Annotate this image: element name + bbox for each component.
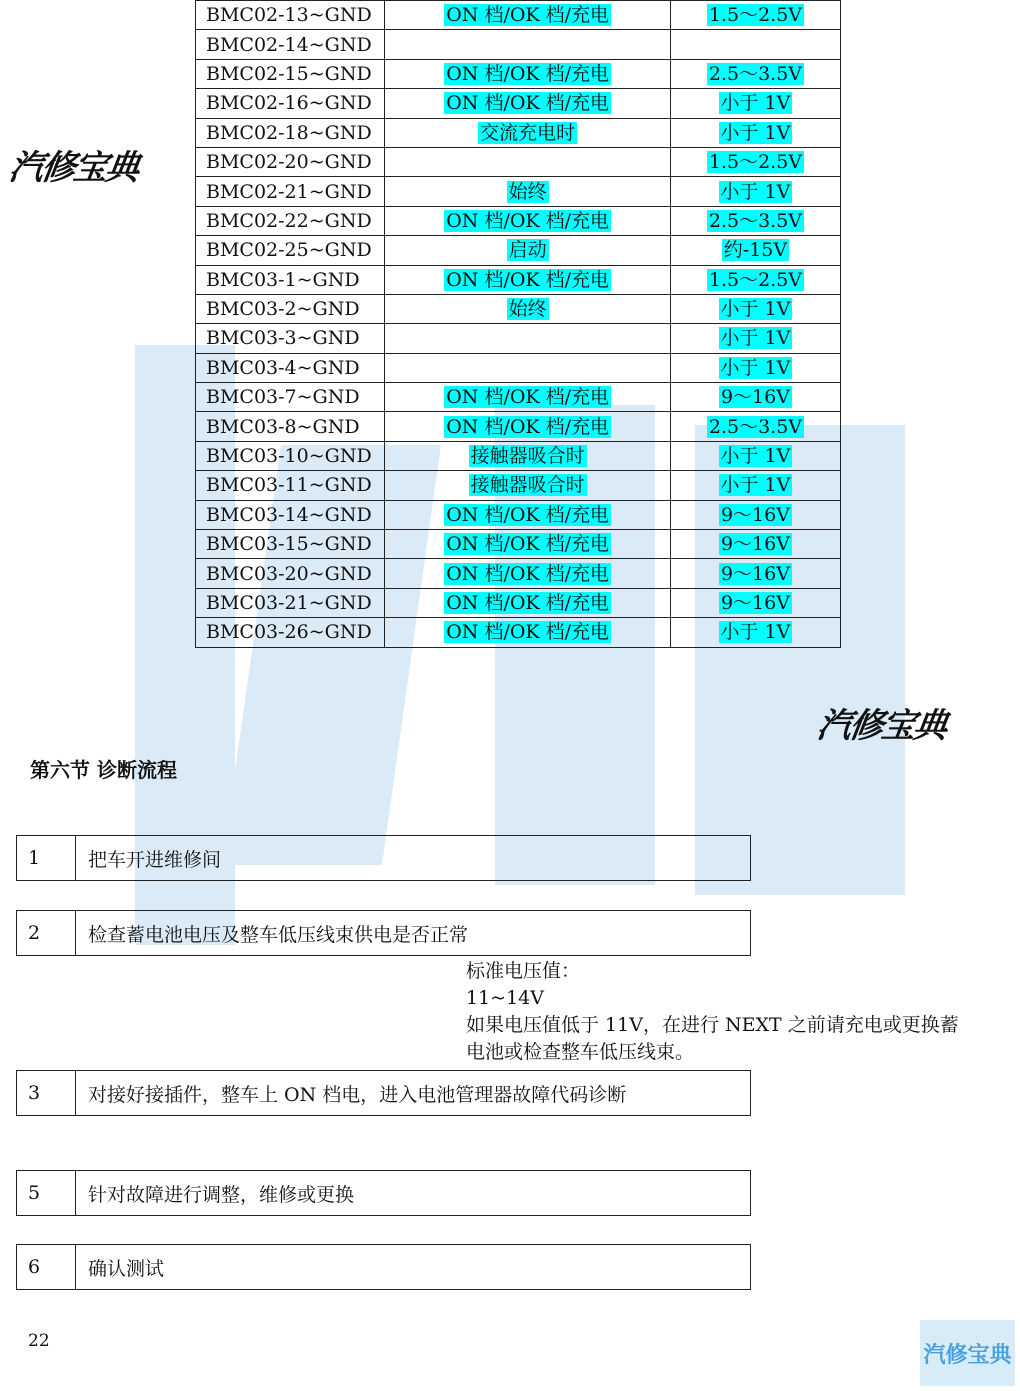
pin-cell-text: BMC02-16~GND	[206, 92, 372, 115]
condition-cell	[385, 236, 671, 265]
step-box	[16, 1070, 751, 1116]
pin-cell	[196, 353, 385, 382]
condition-cell-text: 接触器吸合时	[470, 474, 585, 497]
condition-cell-text: ON 档/OK 档/充电	[446, 503, 610, 526]
table-row	[196, 1, 841, 30]
voltage-cell-text: 9～16V	[720, 386, 790, 409]
condition-cell-text: ON 档/OK 档/充电	[446, 533, 610, 556]
voltage-cell-text: 2.5～3.5V	[708, 62, 803, 85]
pin-cell	[196, 471, 385, 500]
voltage-cell	[670, 177, 840, 206]
pin-cell-text: BMC03-10~GND	[206, 445, 372, 468]
pin-cell	[196, 324, 385, 353]
condition-cell-text: ON 档/OK 档/充电	[446, 415, 610, 438]
voltage-cell	[670, 588, 840, 617]
voltage-cell-text: 小于 1V	[720, 121, 791, 144]
condition-cell	[385, 412, 671, 441]
table-row	[196, 324, 841, 353]
voltage-cell-text: 约-15V	[723, 239, 788, 262]
condition-cell	[385, 206, 671, 235]
voltage-cell	[670, 147, 840, 176]
pin-cell-text: BMC02-14~GND	[206, 33, 372, 56]
condition-cell-text: 始终	[508, 298, 547, 321]
pin-cell	[196, 412, 385, 441]
watermark-stamp: 汽修宝典	[814, 706, 949, 746]
pin-cell-text: BMC02-21~GND	[206, 180, 372, 203]
step-number: 6	[17, 1245, 76, 1289]
condition-cell	[385, 471, 671, 500]
voltage-cell	[670, 206, 840, 235]
condition-cell-text: 始终	[508, 180, 547, 203]
voltage-cell	[670, 294, 840, 323]
step-text: 确认测试	[88, 1257, 165, 1280]
voltage-cell-text: 小于 1V	[720, 621, 791, 644]
step-text: 对接好接插件，整车上 ON 档电，进入电池管理器故障代码诊断	[88, 1083, 627, 1106]
pin-cell	[196, 500, 385, 529]
pin-cell	[196, 177, 385, 206]
pin-cell	[196, 59, 385, 88]
table-row	[196, 177, 841, 206]
pin-cell-text: BMC03-15~GND	[206, 533, 372, 556]
voltage-cell	[670, 471, 840, 500]
voltage-cell	[670, 412, 840, 441]
voltage-cell-text: 9～16V	[720, 503, 790, 526]
table-row	[196, 530, 841, 559]
section-title: 第六节 诊断流程	[30, 758, 177, 782]
voltage-cell	[670, 618, 840, 647]
table-row	[196, 147, 841, 176]
pin-cell-text: BMC03-26~GND	[206, 621, 372, 644]
voltage-cell	[670, 324, 840, 353]
step-number: 1	[17, 836, 76, 880]
voltage-cell-text: 小于 1V	[720, 356, 791, 379]
step-box	[16, 910, 751, 956]
condition-cell	[385, 441, 671, 470]
voltage-cell	[670, 530, 840, 559]
table-row	[196, 412, 841, 441]
pin-cell	[196, 118, 385, 147]
table-row	[196, 588, 841, 617]
note-line: 电池或检查整车低压线束。	[466, 1041, 695, 1063]
step-box	[16, 1244, 751, 1290]
pin-cell-text: BMC03-3~GND	[206, 327, 360, 350]
voltage-cell-text: 1.5～2.5V	[708, 4, 803, 27]
voltage-cell	[670, 59, 840, 88]
table-row	[196, 618, 841, 647]
pin-cell	[196, 265, 385, 294]
voltage-cell-text: 9～16V	[720, 533, 790, 556]
standard-voltage-note	[466, 958, 1016, 1066]
condition-cell-text: ON 档/OK 档/充电	[446, 562, 610, 585]
pin-cell	[196, 530, 385, 559]
condition-cell-text: ON 档/OK 档/充电	[446, 209, 610, 232]
condition-cell-text: ON 档/OK 档/充电	[446, 62, 610, 85]
table-row	[196, 353, 841, 382]
table-row	[196, 236, 841, 265]
pin-cell-text: BMC02-13~GND	[206, 4, 372, 27]
condition-cell-text: ON 档/OK 档/充电	[446, 386, 610, 409]
voltage-cell-text: 9～16V	[720, 562, 790, 585]
voltage-cell	[670, 89, 840, 118]
table-row	[196, 89, 841, 118]
condition-cell	[385, 324, 671, 353]
voltage-cell-text: 小于 1V	[720, 445, 791, 468]
pin-cell-text: BMC02-15~GND	[206, 62, 372, 85]
condition-cell	[385, 383, 671, 412]
voltage-cell	[670, 559, 840, 588]
pin-cell-text: BMC03-8~GND	[206, 415, 360, 438]
condition-cell-text: ON 档/OK 档/充电	[446, 268, 610, 291]
condition-cell	[385, 294, 671, 323]
voltage-cell	[670, 441, 840, 470]
pin-cell-text: BMC03-7~GND	[206, 386, 360, 409]
voltage-cell-text: 2.5～3.5V	[708, 415, 803, 438]
table-row	[196, 441, 841, 470]
condition-cell-text: ON 档/OK 档/充电	[446, 4, 610, 27]
voltage-cell-text: 1.5～2.5V	[708, 268, 803, 291]
step-number: 5	[17, 1171, 76, 1215]
condition-cell	[385, 1, 671, 30]
condition-cell-text: 启动	[508, 239, 547, 262]
condition-cell	[385, 59, 671, 88]
condition-cell	[385, 618, 671, 647]
voltage-cell-text: 小于 1V	[720, 92, 791, 115]
voltage-cell	[670, 236, 840, 265]
pin-cell	[196, 1, 385, 30]
pin-cell-text: BMC03-20~GND	[206, 562, 372, 585]
voltage-cell-text: 1.5～2.5V	[708, 151, 803, 174]
page-number: 22	[28, 1331, 50, 1351]
step-box	[16, 1170, 751, 1216]
note-line: 11~14V	[466, 987, 544, 1009]
table-row	[196, 30, 841, 59]
pin-cell	[196, 618, 385, 647]
step-text: 检查蓄电池电压及整车低压线束供电是否正常	[88, 923, 469, 946]
pin-cell-text: BMC03-21~GND	[206, 592, 372, 614]
voltage-cell-text: 小于 1V	[720, 298, 791, 321]
step-box	[16, 835, 751, 881]
pin-cell-text: BMC03-11~GND	[206, 474, 372, 497]
table-row	[196, 118, 841, 147]
voltage-cell	[670, 118, 840, 147]
pin-cell	[196, 147, 385, 176]
table-row	[196, 471, 841, 500]
pin-cell-text: BMC03-14~GND	[206, 503, 372, 526]
condition-cell	[385, 89, 671, 118]
voltage-cell-text: 9～16V	[720, 592, 790, 614]
pin-cell	[196, 236, 385, 265]
voltage-cell	[670, 500, 840, 529]
note-line: 标准电压值：	[466, 960, 581, 982]
step-text: 针对故障进行调整，维修或更换	[88, 1183, 355, 1206]
note-line: 如果电压值低于 11V，在进行 NEXT 之前请充电或更换蓄	[466, 1014, 959, 1036]
watermark-stamp: 汽修宝典	[6, 148, 141, 188]
table-row	[196, 265, 841, 294]
condition-cell	[385, 588, 671, 617]
pin-cell	[196, 30, 385, 59]
pin-cell-text: BMC03-2~GND	[206, 298, 360, 321]
condition-cell	[385, 500, 671, 529]
step-number: 3	[17, 1071, 76, 1115]
voltage-cell	[670, 353, 840, 382]
table-row	[196, 559, 841, 588]
voltage-cell	[670, 265, 840, 294]
corner-logo: 汽修宝典	[920, 1320, 1015, 1386]
step-text: 把车开进维修间	[88, 848, 222, 871]
pin-cell	[196, 89, 385, 118]
voltage-cell-text: 2.5～3.5V	[708, 209, 803, 232]
pin-cell-text: BMC02-20~GND	[206, 151, 372, 174]
voltage-cell-text: 小于 1V	[720, 327, 791, 350]
table-row	[196, 206, 841, 235]
condition-cell	[385, 559, 671, 588]
condition-cell	[385, 118, 671, 147]
pin-cell	[196, 588, 385, 617]
pin-cell	[196, 206, 385, 235]
pin-cell	[196, 559, 385, 588]
condition-cell	[385, 30, 671, 59]
pin-cell	[196, 383, 385, 412]
table-row	[196, 59, 841, 88]
voltage-cell-text: 小于 1V	[720, 180, 791, 203]
table-row	[196, 383, 841, 412]
voltage-cell	[670, 383, 840, 412]
condition-cell	[385, 530, 671, 559]
condition-cell	[385, 177, 671, 206]
condition-cell-text: ON 档/OK 档/充电	[446, 592, 610, 614]
pin-cell-text: BMC03-4~GND	[206, 356, 360, 379]
pin-cell	[196, 441, 385, 470]
pin-voltage-table	[195, 0, 841, 648]
condition-cell	[385, 147, 671, 176]
pin-cell-text: BMC02-22~GND	[206, 209, 372, 232]
step-number: 2	[17, 911, 76, 955]
condition-cell-text: ON 档/OK 档/充电	[446, 621, 610, 644]
table-row	[196, 294, 841, 323]
condition-cell	[385, 265, 671, 294]
pin-cell-text: BMC02-18~GND	[206, 121, 372, 144]
condition-cell-text: 接触器吸合时	[470, 445, 585, 468]
voltage-cell	[670, 30, 840, 59]
condition-cell	[385, 353, 671, 382]
table-row	[196, 500, 841, 529]
condition-cell-text: 交流充电时	[480, 121, 576, 144]
condition-cell-text: ON 档/OK 档/充电	[446, 92, 610, 115]
voltage-cell-text: 小于 1V	[720, 474, 791, 497]
pin-cell	[196, 294, 385, 323]
pin-cell-text: BMC02-25~GND	[206, 239, 372, 262]
pin-cell-text: BMC03-1~GND	[206, 268, 360, 291]
voltage-cell	[670, 1, 840, 30]
